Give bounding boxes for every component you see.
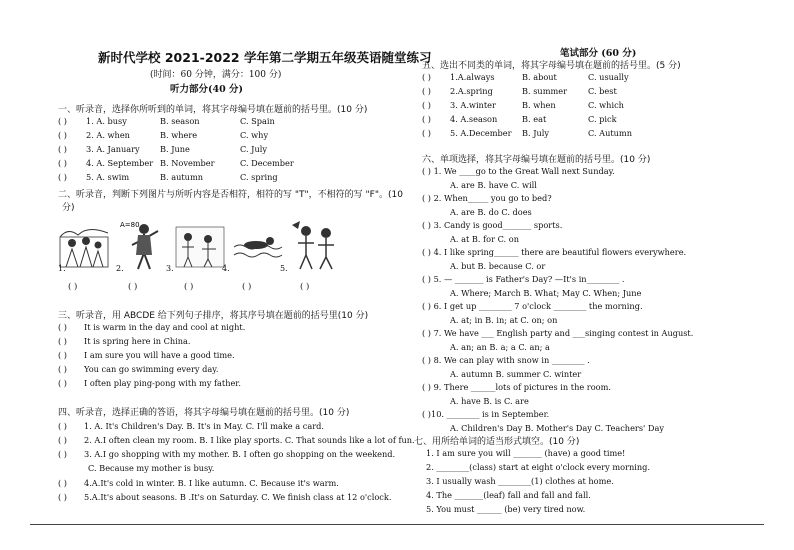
option-text: C. December: [240, 158, 294, 168]
svg-text:A=80: A=80: [120, 221, 140, 229]
option-text: C. usually: [588, 72, 629, 82]
sentence-row: [58, 322, 245, 332]
fill-blank-row: [426, 504, 585, 514]
picture-1-family-icon: [58, 217, 110, 273]
question-row: [422, 100, 648, 110]
option-text: 5. A.December: [450, 128, 512, 138]
answer-bracket-1[interactable]: ( ): [68, 282, 78, 292]
section3-heading: 三、听录音，用 ABCDE 给下列句子排序，将其序号填在题前的括号里(10 分): [58, 311, 369, 321]
answer-bracket[interactable]: ( ): [58, 322, 67, 332]
question-row: [422, 301, 643, 311]
answer-bracket-5[interactable]: ( ): [300, 282, 310, 292]
exam-info: (时间：60 分钟，满分：100 分): [150, 70, 282, 80]
option-text: B. season: [160, 116, 200, 126]
question-text: ( ) 2. When_____ you go to bed?: [422, 193, 552, 203]
option-text: 1.A.always: [450, 72, 495, 82]
answer-bracket[interactable]: ( ): [58, 172, 67, 182]
question-text: ( ) 5. — _______ is Father's Day? —It's in________ .: [422, 274, 625, 284]
answer-options: [450, 180, 537, 190]
picture-3-kids-icon: [174, 217, 226, 273]
option-text: 5. A. swim: [86, 172, 130, 182]
picture-4-swimming-icon: [232, 217, 284, 273]
bottom-rule: [30, 524, 764, 525]
section7-heading: 七、用所给单词的适当形式填空。(10 分): [414, 437, 580, 447]
question-text: ( ) 3. Candy is good_______ sports.: [422, 220, 563, 230]
option-text: 2.A.spring: [450, 86, 493, 96]
sentence-row: [58, 336, 191, 346]
option-text: A. Children's Day B. Mother's Day C. Teachers' Day: [450, 422, 664, 433]
question-text: ( ) 6. I get up ________ 7 o'clock ________ the morning.: [422, 301, 643, 311]
option-text: 3. A.winter: [450, 100, 496, 110]
option-text: A. autumn B. summer C. winter: [450, 368, 582, 379]
question-row: [422, 128, 648, 138]
section6-heading: 六、单项选择，将其字母编号填在题前的括号里。(10 分): [422, 155, 651, 165]
answer-bracket[interactable]: ( ): [58, 158, 67, 168]
question-row: [58, 478, 339, 488]
option-text: C. Spain: [240, 116, 275, 126]
option-text: A. Where; March B. What; May C. When; June: [450, 287, 642, 298]
picture-number-2: 2.: [116, 264, 124, 273]
question-row: [58, 172, 300, 182]
fill-blank-text: 1. I am sure you will _______ (have) a good time!: [426, 448, 626, 458]
option-text: A. an; an B. a; a C. an; a: [450, 341, 550, 352]
section4-heading: 四、听录音，选择正确的答语，将其字母编号填在题前的括号里。(10 分): [58, 408, 350, 418]
answer-options: [450, 423, 664, 433]
option-text: A. are B. do C. does: [450, 206, 532, 217]
picture-number-1: 1.: [58, 264, 66, 273]
sentence-row: [58, 350, 235, 360]
option-text: C. why: [240, 130, 269, 140]
answer-bracket[interactable]: ( ): [58, 378, 67, 388]
question-text: ( )10. ________ is in September.: [422, 409, 550, 419]
option-text: B. July: [522, 128, 550, 138]
answer-options: 5.A.It's about seasons. B .It's on Saturday. C. We finish class at 12 o'clock.: [84, 492, 392, 502]
sentence-text: I am sure you will have a good time.: [84, 350, 235, 360]
option-text: B. November: [160, 158, 215, 168]
picture-number-3: 3.: [166, 264, 174, 273]
answer-options: [450, 207, 532, 217]
picture-number-5: 5.: [280, 264, 288, 273]
answer-options: [450, 261, 545, 271]
answer-bracket[interactable]: ( ): [58, 144, 67, 154]
sentence-text: It is spring here in China.: [84, 336, 191, 346]
question-row: [422, 220, 562, 230]
answer-bracket[interactable]: ( ): [58, 492, 67, 502]
answer-bracket[interactable]: ( ): [58, 478, 67, 488]
option-text: C. which: [588, 100, 624, 110]
question-text: ( ) 8. We can play with snow in ________ .: [422, 355, 590, 365]
question-text: ( ) 1. We ____go to the Great Wall next Sunday.: [422, 166, 615, 176]
option-text: 1. A. busy: [86, 116, 127, 126]
sentence-row: [58, 364, 218, 374]
answer-options: [450, 342, 550, 352]
question-row: [58, 130, 300, 140]
option-text: 3. A. January: [86, 144, 140, 154]
option-text: A. have B. is C. are: [450, 395, 529, 406]
question-row: [58, 116, 300, 126]
picture-2-teacher-icon: [116, 217, 168, 273]
answer-options: 2. A.I often clean my room. B. I like play sports. C. That sounds like a lot of fun.: [84, 435, 415, 445]
section2-heading: 二、听录音，判断下列图片与所听内容是否相符，相符的写 "T"，不相符的写 "F"。(10: [58, 190, 403, 200]
option-text: B. where: [160, 130, 198, 140]
answer-bracket[interactable]: ( ): [58, 130, 67, 140]
question-row: [422, 86, 648, 96]
question-row: [422, 193, 552, 203]
question-row: [58, 435, 415, 445]
answer-bracket[interactable]: ( ): [58, 350, 67, 360]
question-row: [422, 247, 686, 257]
answer-options: [450, 396, 529, 406]
fill-blank-row: [426, 490, 591, 500]
section2-heading-cont: 分): [62, 203, 75, 213]
answer-options: 1. A. It's Children's Day. B. It's in May. C. I'll make a card.: [84, 421, 324, 431]
option-text: C. pick: [588, 114, 617, 124]
answer-bracket-4[interactable]: ( ): [242, 282, 252, 292]
option-text: A. at; in B. in; at C. on; on: [450, 314, 558, 325]
option-text: 4. A. September: [86, 158, 154, 168]
question-row: [422, 355, 590, 365]
question-row: [422, 72, 648, 82]
fill-blank-text: 2. ________(class) start at eight o'clock every morning.: [426, 462, 651, 472]
answer-options: [450, 315, 557, 325]
answer-options: [450, 288, 641, 298]
option-text: B. autumn: [160, 172, 203, 182]
answer-options: 4.A.It's cold in winter. B. I like autumn. C. Because it's warm.: [84, 478, 339, 488]
question-row: [422, 114, 648, 124]
answer-options: 3. A.I go shopping with my mother. B. I often go shopping on the weekend.: [84, 449, 396, 459]
question-row: [422, 166, 615, 176]
picture-row: [58, 217, 338, 277]
sentence-text: I often play ping-pong with my father.: [84, 378, 241, 388]
option-text: B. about: [522, 72, 557, 82]
question-row: [58, 144, 300, 154]
question-row: [422, 382, 611, 392]
option-text: C. spring: [240, 172, 278, 182]
option-text: A. but B. because C. or: [450, 260, 546, 271]
fill-blank-text: 3. I usually wash ________(1) clothes at home.: [426, 476, 614, 486]
option-text: C. Autumn: [588, 128, 632, 138]
answer-options: C. Because my mother is busy.: [88, 463, 215, 473]
option-text: B. eat: [522, 114, 547, 124]
option-text: C. best: [588, 86, 617, 96]
option-text: C. July: [240, 144, 267, 154]
picture-number-4: 4.: [222, 264, 230, 273]
question-text: ( ) 7. We have ___ English party and ___singing contest in August.: [422, 328, 694, 338]
option-text: 4. A.season: [450, 114, 498, 124]
section5-heading: 五、选出不同类的单词，将其字母编号填在题前的括号里。(5 分): [422, 61, 681, 71]
written-part-label: 笔试部分 (60 分): [560, 48, 637, 59]
sentence-row: [58, 378, 241, 388]
question-row: [422, 274, 625, 284]
question-text: ( ) 9. There ______lots of pictures in the room.: [422, 382, 611, 392]
picture-5-people-icon: [290, 217, 342, 273]
question-row: [422, 409, 549, 419]
answer-bracket[interactable]: ( ): [422, 128, 431, 138]
question-text: ( ) 4. I like spring______ there are beautiful flowers everywhere.: [422, 247, 687, 257]
answer-options: [450, 369, 581, 379]
option-text: B. when: [522, 100, 556, 110]
sentence-text: It is warm in the day and cool at night.: [84, 322, 246, 332]
option-text: B. June: [160, 144, 190, 154]
question-row: [58, 449, 395, 459]
sentence-text: You can go swimming every day.: [84, 364, 219, 374]
answer-bracket[interactable]: ( ): [58, 421, 67, 431]
question-row: [58, 492, 391, 502]
fill-blank-text: 4. The _______(leaf) fall and fall and fall.: [426, 490, 591, 500]
question-row: [58, 158, 300, 168]
option-text: 2. A. when: [86, 130, 130, 140]
question-row: [88, 463, 214, 473]
question-row: [58, 421, 324, 431]
listening-part-label: 听力部分(40 分): [170, 84, 244, 95]
answer-bracket[interactable]: ( ): [422, 114, 431, 124]
answer-bracket-2[interactable]: ( ): [128, 282, 138, 292]
fill-blank-row: [426, 476, 614, 486]
answer-bracket[interactable]: ( ): [58, 449, 67, 459]
answer-bracket[interactable]: ( ): [58, 364, 67, 374]
answer-bracket[interactable]: ( ): [58, 336, 67, 346]
answer-bracket-3[interactable]: ( ): [184, 282, 194, 292]
option-text: A. at B. for C. on: [450, 233, 519, 244]
option-text: B. summer: [522, 86, 567, 96]
answer-options: [450, 234, 519, 244]
answer-bracket[interactable]: ( ): [422, 72, 431, 82]
fill-blank-row: [426, 448, 625, 458]
answer-bracket[interactable]: ( ): [422, 100, 431, 110]
option-text: A. are B. have C. will: [450, 179, 537, 190]
section1-heading: 一、听录音，选择你所听到的单词，将其字母编号填在题前的括号里。(10 分): [58, 105, 368, 115]
page-title: 新时代学校 2021-2022 学年第二学期五年级英语随堂练习: [98, 50, 432, 65]
answer-bracket[interactable]: ( ): [422, 86, 431, 96]
fill-blank-text: 5. You must ______ (be) very tired now.: [426, 504, 586, 514]
answer-bracket[interactable]: ( ): [58, 116, 67, 126]
answer-bracket[interactable]: ( ): [58, 435, 67, 445]
fill-blank-row: [426, 462, 650, 472]
question-row: [422, 328, 693, 338]
